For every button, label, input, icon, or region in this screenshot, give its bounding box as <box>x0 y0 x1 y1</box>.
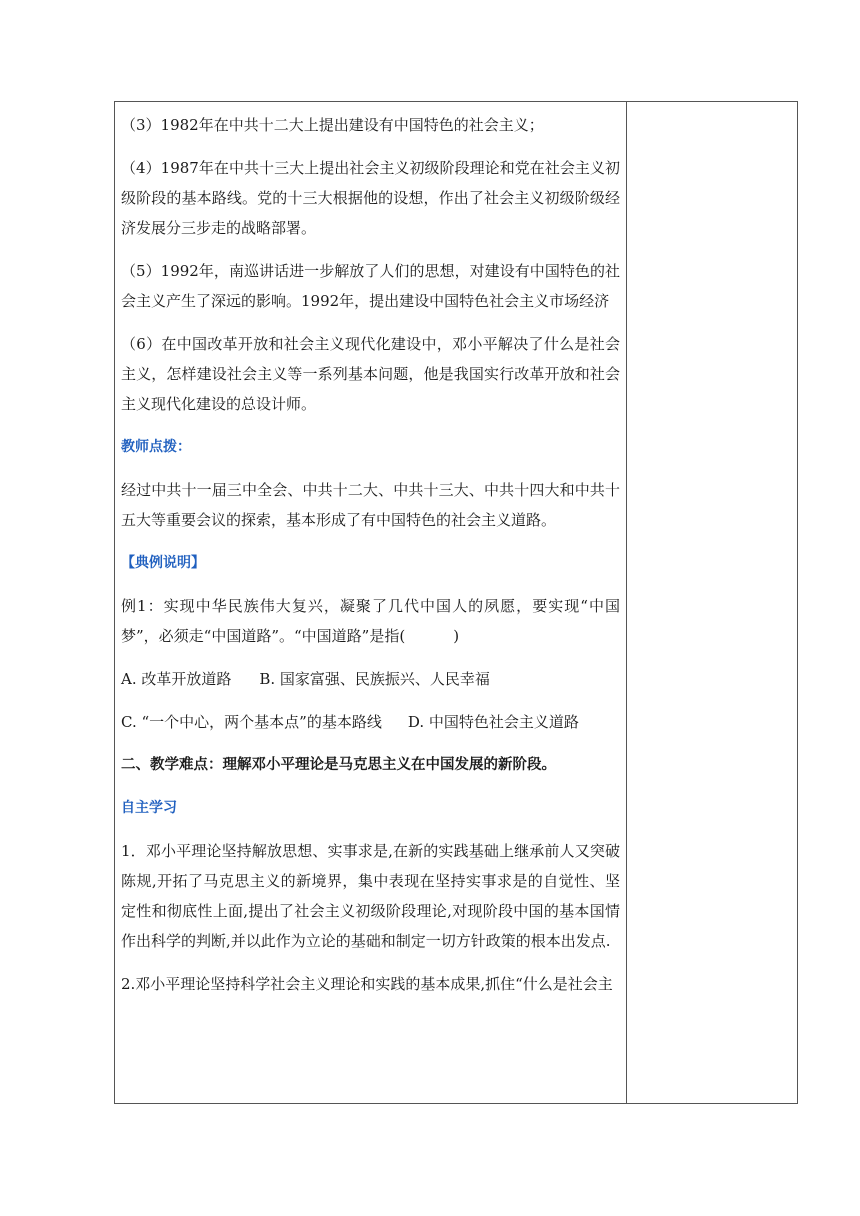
option-c: C. “一个中心，两个基本点”的基本路线 <box>121 713 382 731</box>
self-study-heading: 自主学习 <box>121 800 177 816</box>
main-column <box>115 102 627 1103</box>
section2-heading: 二、教学难点：理解邓小平理论是马克思主义在中国发展的新阶段。 <box>121 757 556 773</box>
example-question <box>121 591 620 651</box>
teacher-tip-heading: 教师点拨： <box>121 439 191 455</box>
study-item-2: 2.邓小平理论坚持科学社会主义理论和实践的基本成果,抓住“什么是社会主 <box>121 975 613 993</box>
paragraph-3: （3）1982年在中共十二大上提出建设有中国特色的社会主义； <box>121 116 544 134</box>
option-b: B. 国家富强、民族振兴、人民幸福 <box>259 670 490 688</box>
content-table <box>114 101 798 1104</box>
paragraph-4: （4）1987年在中共十三大上提出社会主义初级阶段理论和党在社会主义初级阶段的基本路线。党的十三大根据他的设想，作出了社会主义初级阶级经济发展分三步走的战略部署。 <box>121 159 620 237</box>
options-row-ab <box>121 664 620 694</box>
options-row-cd <box>121 707 620 737</box>
notes-column <box>627 102 797 1103</box>
paragraph-5: （5）1992年，南巡讲话进一步解放了人们的思想，对建设有中国特色的社会主义产生了深远的影响。1992年，提出建设中国特色社会主义市场经济 <box>121 262 620 310</box>
teacher-tip-text: 经过中共十一届三中全会、中共十二大、中共十三大、中共十四大和中共十五大等重要会议的探索，基本形成了有中国特色的社会主义道路。 <box>121 481 620 529</box>
example-question-end: ) <box>453 627 460 645</box>
example-heading: 【典例说明】 <box>121 555 205 571</box>
study-item-1: 1．邓小平理论坚持解放思想、实事求是,在新的实践基础上继承前人又突破陈规,开拓了马克思主义的新境界，集中表现在坚持实事求是的自觉性、坚定性和彻底性上面,提出了社会主义初级阶段理论,对现阶段中国的基本国情作出科学的判断,并以此作为立论的基础和制定一切方针政策的根本出发点. <box>121 842 620 950</box>
paragraph-6: （6）在中国改革开放和社会主义现代化建设中，邓小平解决了什么是社会主义，怎样建设社会主义等一系列基本问题，他是我国实行改革开放和社会主义现代化建设的总设计师。 <box>121 335 620 413</box>
option-a: A. 改革开放道路 <box>121 670 232 688</box>
option-d: D. 中国特色社会主义道路 <box>407 713 579 731</box>
example-question-text: 例1：实现中华民族伟大复兴，凝聚了几代中国人的夙愿，要实现“中国梦”，必须走“中国道路”。“中国道路”是指( <box>121 597 620 645</box>
